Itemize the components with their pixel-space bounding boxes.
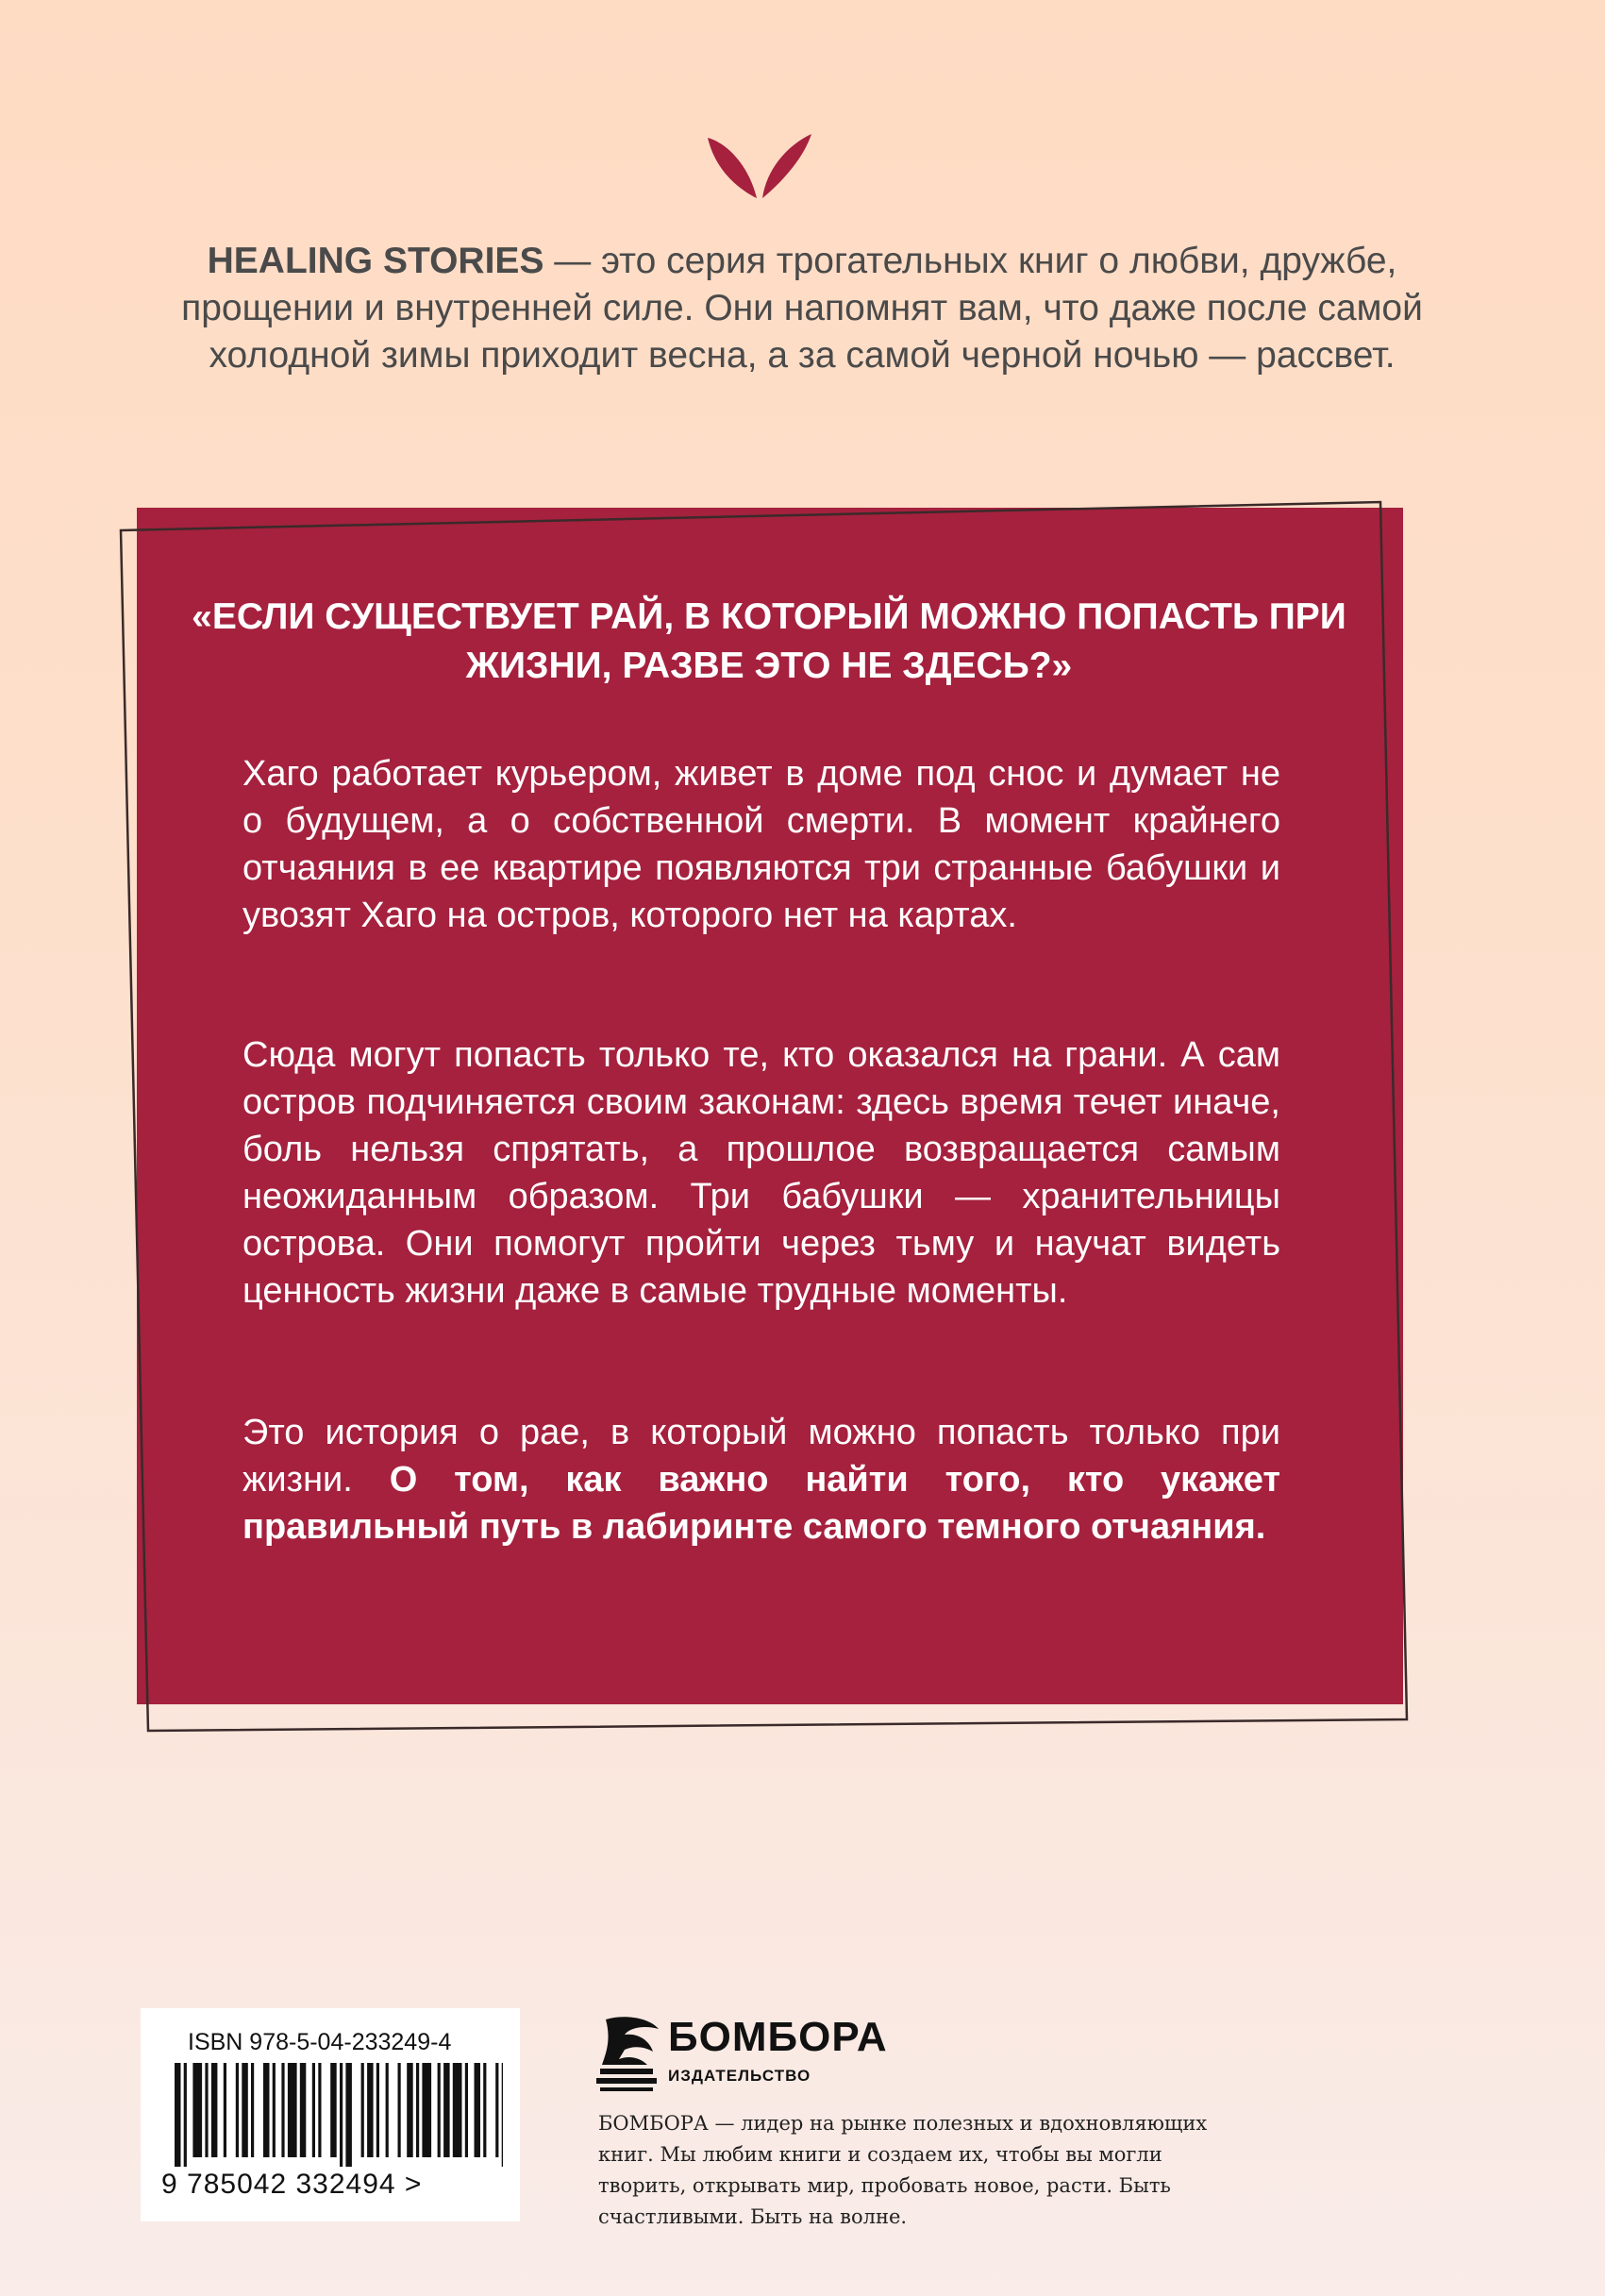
- series-name: HEALING STORIES: [207, 241, 544, 281]
- barcode-bar: [475, 2063, 481, 2157]
- description-paragraph-3: [242, 1409, 1280, 1550]
- barcode-digits: 9 785042 332494 >: [161, 2169, 423, 2200]
- barcode-bar: [318, 2063, 321, 2157]
- barcode-bar: [465, 2063, 468, 2157]
- publisher-subtitle: ИЗДАТЕЛЬСТВО: [668, 2067, 811, 2085]
- barcode-bar: [361, 2063, 364, 2157]
- barcode-bar: [281, 2063, 284, 2157]
- description-paragraph-1: Хаго работает курьером, живет в доме под снос и думает не о будущем, а о собственной смерти. В момент крайнего отчаяния в ее квартире появляются три странные бабушки и увозят Хаго на остров, которого нет на картах.: [242, 754, 1280, 935]
- barcode-bar: [443, 2063, 450, 2157]
- barcode-bar: [236, 2063, 239, 2157]
- barcode-bar: [273, 2063, 276, 2157]
- barcode-bar: [407, 2063, 413, 2157]
- barcode-bar: [288, 2063, 297, 2157]
- barcode-bar: [184, 2063, 187, 2167]
- barcode-bar: [376, 2063, 379, 2157]
- barcode-bar: [422, 2063, 431, 2157]
- paragraph-3-bold: О том, как важно найти того, кто укажет правильный путь в лабиринте самого темного отчаяния.: [242, 1460, 1280, 1547]
- barcode-bar: [398, 2063, 401, 2157]
- barcode-bar: [242, 2063, 248, 2157]
- headline-quote: «ЕСЛИ СУЩЕСТВУЕТ РАЙ, В КОТОРЫЙ МОЖНО ПОПАСТЬ ПРИ ЖИЗНИ, РАЗВЕ ЭТО НЕ ЗДЕСЬ?»: [192, 596, 1346, 686]
- barcode-panel: [141, 2008, 520, 2221]
- paragraph-3-regular: Это история о рае, в который можно попасть только при жизни.: [242, 1413, 1280, 1500]
- barcode-bar: [453, 2063, 462, 2157]
- barcode-bar: [386, 2063, 389, 2157]
- barcode-bar: [192, 2063, 202, 2157]
- barcode-icon: [163, 2063, 503, 2167]
- publisher-name: БОМБОРА: [668, 2014, 888, 2060]
- series-intro: [142, 238, 1463, 379]
- barcode-bar: [312, 2063, 315, 2157]
- barcode-bar: [330, 2063, 337, 2157]
- barcode-bar: [502, 2063, 503, 2167]
- barcode-bar: [345, 2063, 352, 2167]
- series-intro-text: — это серия трогательных книг о любви, дружбе, прощении и внутренней силе. Они напомнят вам, что даже после самой холодной зимы приходит весна, а за самой черной ночью — рассвет.: [181, 241, 1423, 376]
- barcode-bar: [224, 2063, 226, 2157]
- isbn-label: ISBN 978-5-04-233249-4: [188, 2029, 452, 2055]
- barcode-bar: [340, 2063, 343, 2167]
- barcode-bar: [495, 2063, 498, 2157]
- barcode-bar: [175, 2063, 181, 2167]
- barcode-bar: [211, 2063, 218, 2157]
- petal-icon: [704, 132, 815, 202]
- barcode-bar: [251, 2063, 254, 2157]
- barcode-bar: [367, 2063, 374, 2157]
- barcode-bar: [416, 2063, 419, 2157]
- barcode-bar: [438, 2063, 441, 2157]
- publisher-blurb: БОМБОРА — лидер на рынке полезных и вдохновляющих книг. Мы любим книги и создаем их, чтобы вы могли творить, открывать мир, пробовать новое, расти. Быть счастливыми. Быть на волне.: [598, 2112, 1208, 2228]
- barcode-bar: [263, 2063, 270, 2157]
- description-paragraph-2: Сюда могут попасть только те, кто оказался на грани. А сам остров подчиняется своим законам: здесь время течет иначе, боль нельзя спрятать, а прошлое возвращается самым неожиданным образом. Три бабушки — хранительницы острова. Они помогут пройти через тьму и научат видеть ценность жизни даже в самые трудные моменты.: [242, 1035, 1280, 1311]
- barcode-bar: [300, 2063, 307, 2157]
- barcode-bar: [483, 2063, 486, 2157]
- barcode-bar: [205, 2063, 208, 2157]
